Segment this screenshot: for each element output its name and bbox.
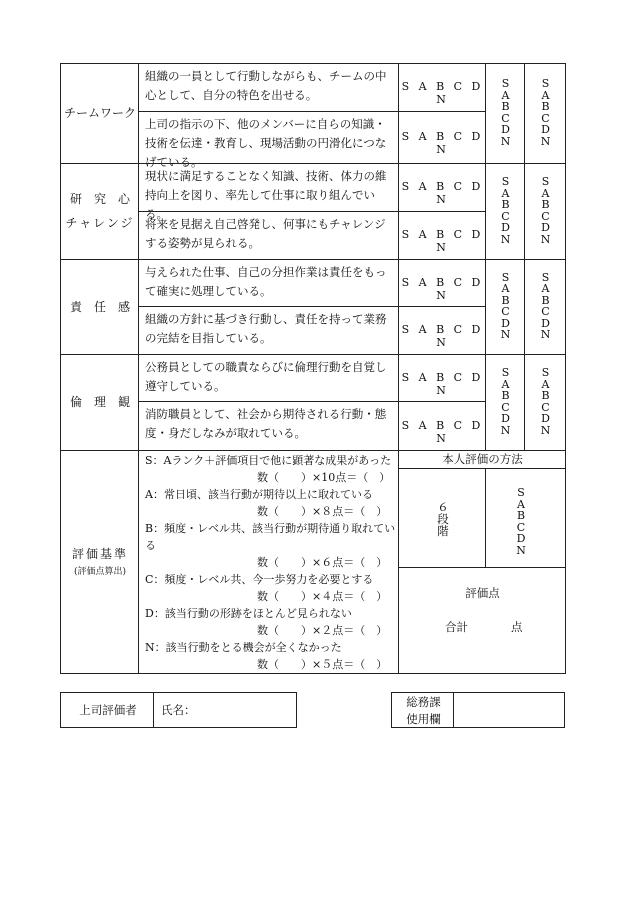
grade-cell[interactable]	[398, 211, 486, 260]
self-grade-cell[interactable]	[485, 468, 566, 568]
score-label: 評価点	[465, 586, 500, 600]
score-formula: 数（ ）×８点＝（ ）	[257, 505, 388, 518]
supervisor-label-cell	[60, 692, 154, 728]
score-formula: 数（ ）×６点＝（ ）	[257, 556, 388, 569]
grade-cell[interactable]	[398, 401, 486, 451]
grade-options: S A B C D N	[401, 228, 484, 254]
standards-title: 評価基準	[71, 547, 128, 561]
standard-definition: C：頻度・レベル共、今一歩努力を必要とする	[145, 573, 374, 586]
criterion-cell	[138, 306, 399, 355]
grade-options: S A B C D N	[401, 180, 484, 206]
criterion-cell	[138, 259, 399, 307]
score-formula: 数（ ）×５点＝（ ）	[257, 658, 388, 671]
grade-options: S A B C D N	[401, 130, 484, 156]
standard-definition: る	[145, 539, 156, 552]
overall-grade-cell[interactable]	[485, 63, 525, 164]
overall-grade-cell[interactable]	[485, 163, 525, 260]
criterion-cell	[138, 111, 399, 169]
name-field[interactable]	[153, 692, 297, 728]
overall-grade-cell[interactable]	[524, 354, 566, 451]
score-formula: 数（ ）×２点＝（ ）	[257, 624, 388, 637]
category-label: 倫 理 観	[69, 395, 130, 409]
grade-cell[interactable]	[398, 354, 486, 402]
criterion-text: 上司の指示の下、他のメンバーに自らの知識・技術を伝達・教育し、現場活動の円滑化につなげている。	[145, 117, 387, 169]
grade-cell[interactable]	[398, 259, 486, 307]
overall-grade-options: S A B C D N	[540, 270, 551, 341]
standard-definition: D：該当行動の形跡をほとんど見られない	[145, 607, 352, 620]
six-steps-cell	[398, 468, 486, 568]
dept-label-2: 使用欄	[406, 712, 441, 726]
grade-options: S A B C D N	[401, 275, 484, 302]
criterion-text: 消防職員として、社会から期待される行動・態度・身だしなみが取れている。	[145, 407, 387, 440]
category-cell	[60, 163, 139, 260]
name-label: 氏名：	[161, 703, 196, 717]
category-label-line1: 研 究 心	[69, 192, 130, 206]
dept-label-cell	[391, 692, 454, 728]
standard-definition: B：頻度・レベル共、該当行動が期待通り取れてい	[145, 522, 396, 535]
points-label: 点	[511, 620, 523, 634]
category-cell	[60, 259, 139, 355]
standard-definition: S：Aランク＋評価項目で他に顕著な成果があった	[145, 454, 392, 467]
standards-subtitle: (評価点算出)	[73, 567, 127, 577]
dept-label-1: 総務課	[406, 695, 441, 709]
grade-cell[interactable]	[398, 163, 486, 212]
criterion-cell	[138, 163, 399, 221]
standards-label-cell	[60, 450, 139, 674]
category-cell	[60, 63, 139, 164]
overall-grade-options: S A B C D N	[500, 270, 511, 341]
total-label: 合計	[445, 620, 468, 634]
overall-grade-options: S A B C D N	[540, 175, 551, 246]
supervisor-label: 上司評価者	[79, 703, 137, 717]
criterion-text: 将来を見据え自己啓発し、何事にもチャレンジする姿勢が見られる。	[145, 217, 386, 250]
overall-grade-options: S A B C D N	[500, 366, 511, 437]
standard-definition: A：常日頃、該当行動が期待以上に取れている	[145, 488, 373, 501]
criterion-text: 組織の一員として行動しながらも、チームの中心として、自分の特色を出せる。	[145, 69, 387, 102]
overall-grade-options: S A B C D N	[540, 77, 551, 148]
grade-cell[interactable]	[398, 63, 486, 112]
self-eval-header-cell	[398, 450, 566, 469]
overall-grade-cell[interactable]	[485, 354, 525, 451]
standards-list-cell	[138, 450, 399, 674]
overall-grade-options: S A B C D N	[500, 77, 511, 148]
category-cell	[60, 354, 139, 451]
overall-grade-cell[interactable]	[524, 259, 566, 355]
criterion-cell	[138, 354, 399, 402]
overall-grade-options: S A B C D N	[540, 366, 551, 437]
category-label: 責 任 感	[69, 299, 130, 314]
criterion-cell	[138, 211, 399, 260]
category-label-line2: チャレンジ	[65, 216, 135, 230]
grade-cell[interactable]	[398, 306, 486, 355]
grade-options: S A B C D N	[401, 370, 484, 397]
standard-definition: N：該当行動をとる機会が全くなかった	[145, 641, 342, 654]
grade-options: S A B C D N	[401, 80, 484, 106]
criterion-cell	[138, 63, 399, 112]
overall-grade-cell[interactable]	[485, 259, 525, 355]
grade-options: S A B C D N	[401, 323, 484, 349]
self-eval-header: 本人評価の方法	[442, 452, 523, 466]
score-formula: 数（ ）×４点＝（ ）	[257, 590, 388, 603]
criterion-text: 組織の方針に基づき行動し、責任を持って業務の完結を目指している。	[145, 312, 387, 345]
criterion-cell	[138, 401, 399, 451]
grade-cell[interactable]	[398, 111, 486, 164]
criterion-text: 現状に満足することなく知識、技術、体力の維持向上を図り、率先して仕事に取り組んでいる。	[145, 169, 387, 221]
criterion-text: 与えられた仕事、自己の分担作業は責任をもって確実に処理している。	[145, 265, 387, 298]
six-steps-label: ６ 段 階	[437, 500, 449, 538]
overall-grade-cell[interactable]	[524, 63, 566, 164]
score-cell[interactable]	[398, 567, 566, 674]
self-grade-options: S A B C D N	[516, 486, 526, 557]
overall-grade-options: S A B C D N	[500, 175, 511, 246]
category-label: チームワーク	[63, 106, 136, 120]
grade-options: S A B C D N	[401, 418, 484, 445]
overall-grade-cell[interactable]	[524, 163, 566, 260]
score-formula: 数（ ）×10点＝（ ）	[257, 471, 391, 484]
dept-use-field[interactable]	[453, 692, 565, 728]
criterion-text: 公務員としての職責ならびに倫理行動を自覚し遵守している。	[145, 360, 387, 393]
